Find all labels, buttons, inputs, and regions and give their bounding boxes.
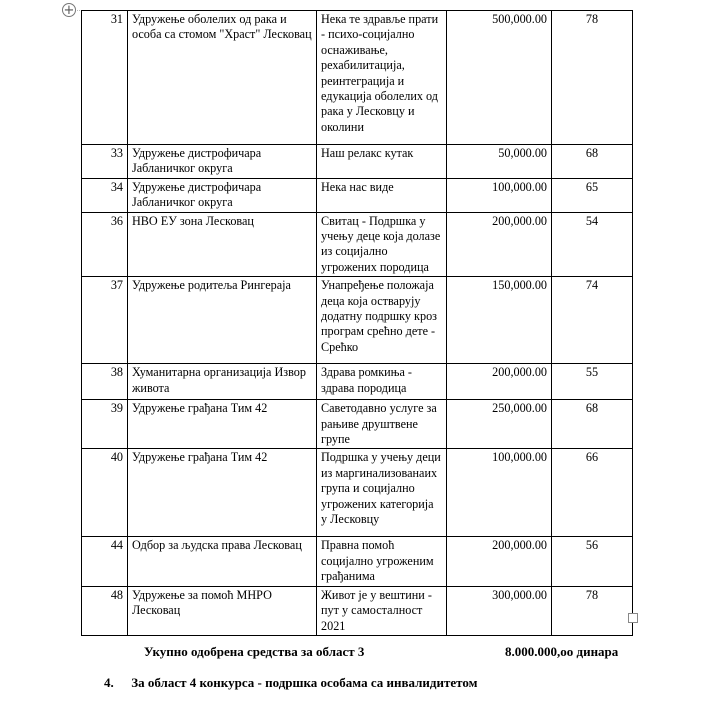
score-cell: 66: [552, 449, 633, 537]
organization-cell: Удружење дистрофичара Јабланичког округа: [128, 145, 317, 179]
organization-cell: Удружење грађана Тим 42: [128, 400, 317, 449]
organization-cell: Одбор за људска права Лесковац: [128, 537, 317, 586]
amount-cell: 100,000.00: [447, 449, 552, 537]
section-number: 4.: [104, 675, 114, 690]
amount-cell: 200,000.00: [447, 212, 552, 277]
table-row: [82, 178, 633, 212]
row-number: 31: [82, 11, 128, 145]
score-cell: 68: [552, 145, 633, 179]
score-cell: 54: [552, 212, 633, 277]
project-cell: Нека нас виде: [317, 178, 447, 212]
project-cell: Нека те здравље прати - психо-социјално оснаживање, рехабилитација, реинтеграција и едукација оболелих од рака у Лесковцу и околини: [317, 11, 447, 145]
amount-cell: 150,000.00: [447, 277, 552, 364]
row-number: 34: [82, 178, 128, 212]
table-row: [82, 277, 633, 364]
score-cell: 74: [552, 277, 633, 364]
row-number: 36: [82, 212, 128, 277]
table-resize-handle[interactable]: [628, 613, 638, 623]
score-cell: 65: [552, 178, 633, 212]
project-cell: Свитац - Подршка у учењу деце која долазе из социјално угрожених породица: [317, 212, 447, 277]
amount-cell: 500,000.00: [447, 11, 552, 145]
organization-cell: Удружење оболелих од рака и особа са стомом "Храст" Лесковац: [128, 11, 317, 145]
organization-cell: Хуманитарна организација Извор живота: [128, 364, 317, 400]
total-label: Укупно одобрена средства за област 3: [144, 644, 365, 659]
organization-cell: Удружење грађана Тим 42: [128, 449, 317, 537]
table-row: [82, 400, 633, 449]
table-row: [82, 537, 633, 586]
table-row: [82, 449, 633, 537]
table-row: [82, 364, 633, 400]
project-cell: Подршка у учењу деци из маргинализованаих група и социјално угрожених категорија у Лесковцу: [317, 449, 447, 537]
amount-cell: 200,000.00: [447, 364, 552, 400]
score-cell: 78: [552, 586, 633, 635]
score-cell: 78: [552, 11, 633, 145]
grants-table: [81, 10, 633, 636]
score-cell: 55: [552, 364, 633, 400]
row-number: 33: [82, 145, 128, 179]
score-cell: 56: [552, 537, 633, 586]
total-value: 8.000.000,оо динара: [505, 644, 619, 659]
amount-cell: 300,000.00: [447, 586, 552, 635]
amount-cell: 200,000.00: [447, 537, 552, 586]
row-number: 44: [82, 537, 128, 586]
row-number: 39: [82, 400, 128, 449]
section-heading: [104, 675, 477, 691]
organization-cell: НВО ЕУ зона Лесковац: [128, 212, 317, 277]
row-number: 48: [82, 586, 128, 635]
amount-cell: 100,000.00: [447, 178, 552, 212]
row-number: 37: [82, 277, 128, 364]
project-cell: Правна помоћ социјално угроженим грађанима: [317, 537, 447, 586]
score-cell: 68: [552, 400, 633, 449]
table-row: [82, 586, 633, 635]
project-cell: Саветодавно услуге за рањиве друштвене групе: [317, 400, 447, 449]
organization-cell: Удружење дистрофичара Јабланичког округа: [128, 178, 317, 212]
table-row: [82, 212, 633, 277]
row-number: 38: [82, 364, 128, 400]
table-row: [82, 145, 633, 179]
project-cell: Наш релакс кутак: [317, 145, 447, 179]
row-number: 40: [82, 449, 128, 537]
project-cell: Здрава ромкиња - здрава породица: [317, 364, 447, 400]
section-title: За област 4 конкурса - подршка особама са инвалидитетом: [131, 675, 478, 690]
organization-cell: Удружење родитеља Рингераја: [128, 277, 317, 364]
table-row: [82, 11, 633, 145]
amount-cell: 250,000.00: [447, 400, 552, 449]
project-cell: Живот је у вештини - пут у самосталност 2021: [317, 586, 447, 635]
amount-cell: 50,000.00: [447, 145, 552, 179]
project-cell: Унапређење положаја деца која остварују додатну подршку кроз програм срећно дете - Срећко: [317, 277, 447, 364]
organization-cell: Удружење за помоћ МНРО Лесковац: [128, 586, 317, 635]
table-move-handle-icon[interactable]: +: [63, 3, 75, 18]
